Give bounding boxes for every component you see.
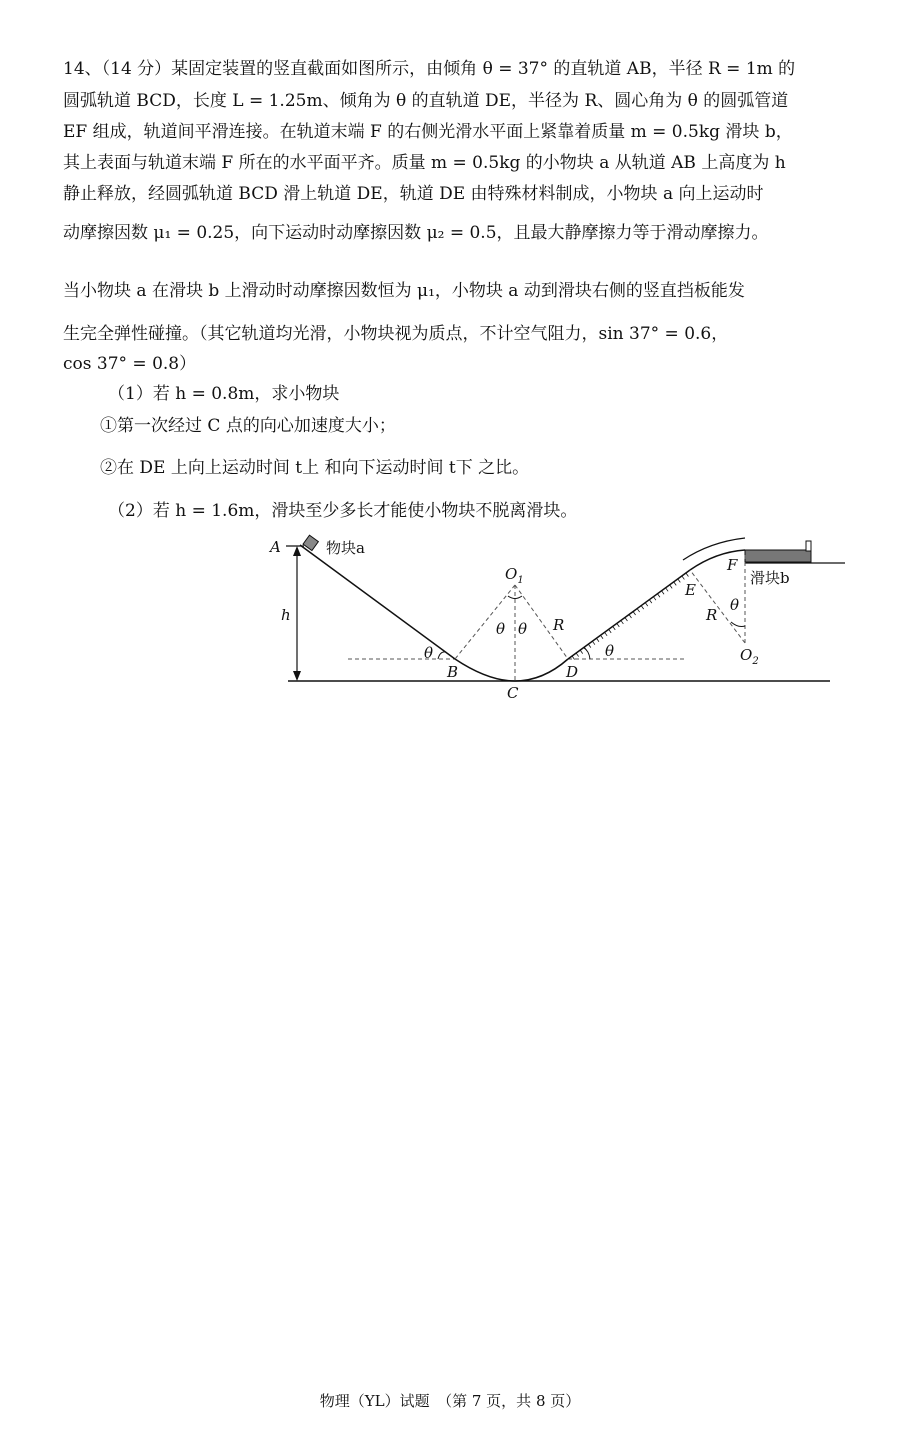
label-o1-main: O (505, 565, 518, 583)
problem-line-7: 当小物块 a 在滑块 b 上滑动时动摩擦因数恒为 μ₁，小物块 a 动到滑块右侧的竖直挡板能发 (63, 281, 745, 301)
hatch-mark (670, 585, 673, 589)
hatch-mark (657, 594, 660, 598)
label-o1 (505, 565, 524, 586)
track-diagram (0, 520, 900, 720)
question-2: （2）若 h = 1.6m，滑块至少多长才能使小物块不脱离滑块。 (108, 501, 578, 521)
problem-line-5: 静止释放，经圆弧轨道 BCD 滑上轨道 DE，轨道 DE 由特殊材料制成，小物块 a 向上运动时 (63, 184, 764, 204)
hatch-mark (629, 615, 632, 619)
slider-b (745, 550, 811, 562)
problem-line-2: 圆弧轨道 BCD，长度 L = 1.25m、倾角为 θ 的直轨道 DE，半径为 R、圆心角为 θ 的圆弧管道 (63, 91, 789, 111)
label-theta-o1-right: θ (518, 620, 528, 638)
label-block-a: 物块a (326, 539, 365, 557)
slider-b-baffle (806, 541, 811, 551)
angle-arc-b (438, 652, 446, 659)
problem-line-9: cos 37° = 0.8） (63, 354, 197, 374)
height-arrow-bottom (293, 671, 301, 681)
problem-line-6: 动摩擦因数 μ₁ = 0.25，向下运动时动摩擦因数 μ₂ = 0.5，且最大静摩擦力等于滑动摩擦力。 (63, 223, 769, 243)
hatch-mark (609, 629, 612, 633)
hatch-mark (605, 632, 608, 636)
hatch-mark (592, 641, 595, 645)
page-footer: 物理（YL）试题 （第 7 页，共 8 页） (319, 1392, 581, 1410)
question-1a: ①第一次经过 C 点的向心加速度大小； (100, 416, 396, 436)
question-1b: ②在 DE 上向上运动时间 t上 和向下运动时间 t下 之比。 (100, 458, 530, 478)
hatch-mark (649, 600, 652, 604)
hatch-mark (645, 603, 648, 607)
label-block-b: 滑块b (750, 569, 790, 587)
hatch-mark (596, 638, 599, 642)
hatch-mark (613, 626, 616, 630)
hatch-mark (633, 612, 636, 616)
problem-line-4: 其上表面与轨道末端 F 所在的水平面平齐。质量 m = 0.5kg 的小物块 a 从轨道 AB 上高度为 h (63, 153, 786, 173)
label-theta-d: θ (605, 642, 615, 660)
question-1: （1）若 h = 0.8m，求小物块 (108, 384, 340, 404)
label-r1: R (553, 616, 565, 634)
label-e: E (685, 581, 696, 599)
track-ab (300, 545, 455, 659)
problem-line-1: 14、（14 分）某固定装置的竖直截面如图所示，由倾角 θ = 37° 的直轨道 AB，半径 R = 1m 的 (63, 59, 796, 79)
hatch-mark (686, 573, 689, 577)
hatch-mark (674, 582, 677, 586)
problem-line-8: 生完全弹性碰撞。（其它轨道均光滑，小物块视为质点，不计空气阻力，sin 37° = 0.6， (63, 324, 729, 344)
label-a: A (270, 538, 281, 556)
hatch-mark (625, 617, 628, 621)
label-o2 (740, 646, 759, 667)
hatch-mark (572, 656, 575, 660)
hatch-mark (682, 576, 685, 580)
label-o2-main: O (740, 646, 753, 664)
label-b: B (447, 663, 459, 681)
radius-o1-b (455, 585, 515, 659)
hatch-mark (637, 609, 640, 613)
label-f: F (727, 556, 738, 574)
label-r2: R (706, 606, 718, 624)
hatch-mark (641, 606, 644, 610)
problem-line-3: EF 组成，轨道间平滑连接。在轨道末端 F 的右侧光滑水平面上紧靠着质量 m = 0.5kg 滑块 b， (63, 122, 793, 142)
label-h: h (281, 606, 291, 624)
hatch-mark (580, 650, 583, 654)
hatch-mark (621, 620, 624, 624)
hatch-mark (576, 653, 579, 657)
label-o2-sub: 2 (752, 656, 759, 667)
de-hatching (572, 573, 688, 660)
label-o1-sub: 1 (517, 575, 524, 586)
angle-arc-o2 (731, 622, 745, 627)
hatch-mark (653, 597, 656, 601)
hatch-mark (666, 588, 669, 592)
label-d: D (566, 663, 579, 681)
hatch-mark (662, 591, 665, 595)
angle-arc-o1 (508, 596, 522, 599)
arc-bcd (455, 659, 568, 681)
label-theta-o2: θ (730, 596, 740, 614)
label-theta-b: θ (424, 644, 434, 662)
hatch-mark (617, 623, 620, 627)
label-c: C (507, 684, 519, 702)
hatch-mark (601, 635, 604, 639)
angle-arc-d (584, 648, 590, 659)
height-arrow-top (293, 546, 301, 556)
hatch-mark (678, 579, 681, 583)
hatch-mark (588, 644, 591, 648)
label-theta-o1-left: θ (496, 620, 506, 638)
